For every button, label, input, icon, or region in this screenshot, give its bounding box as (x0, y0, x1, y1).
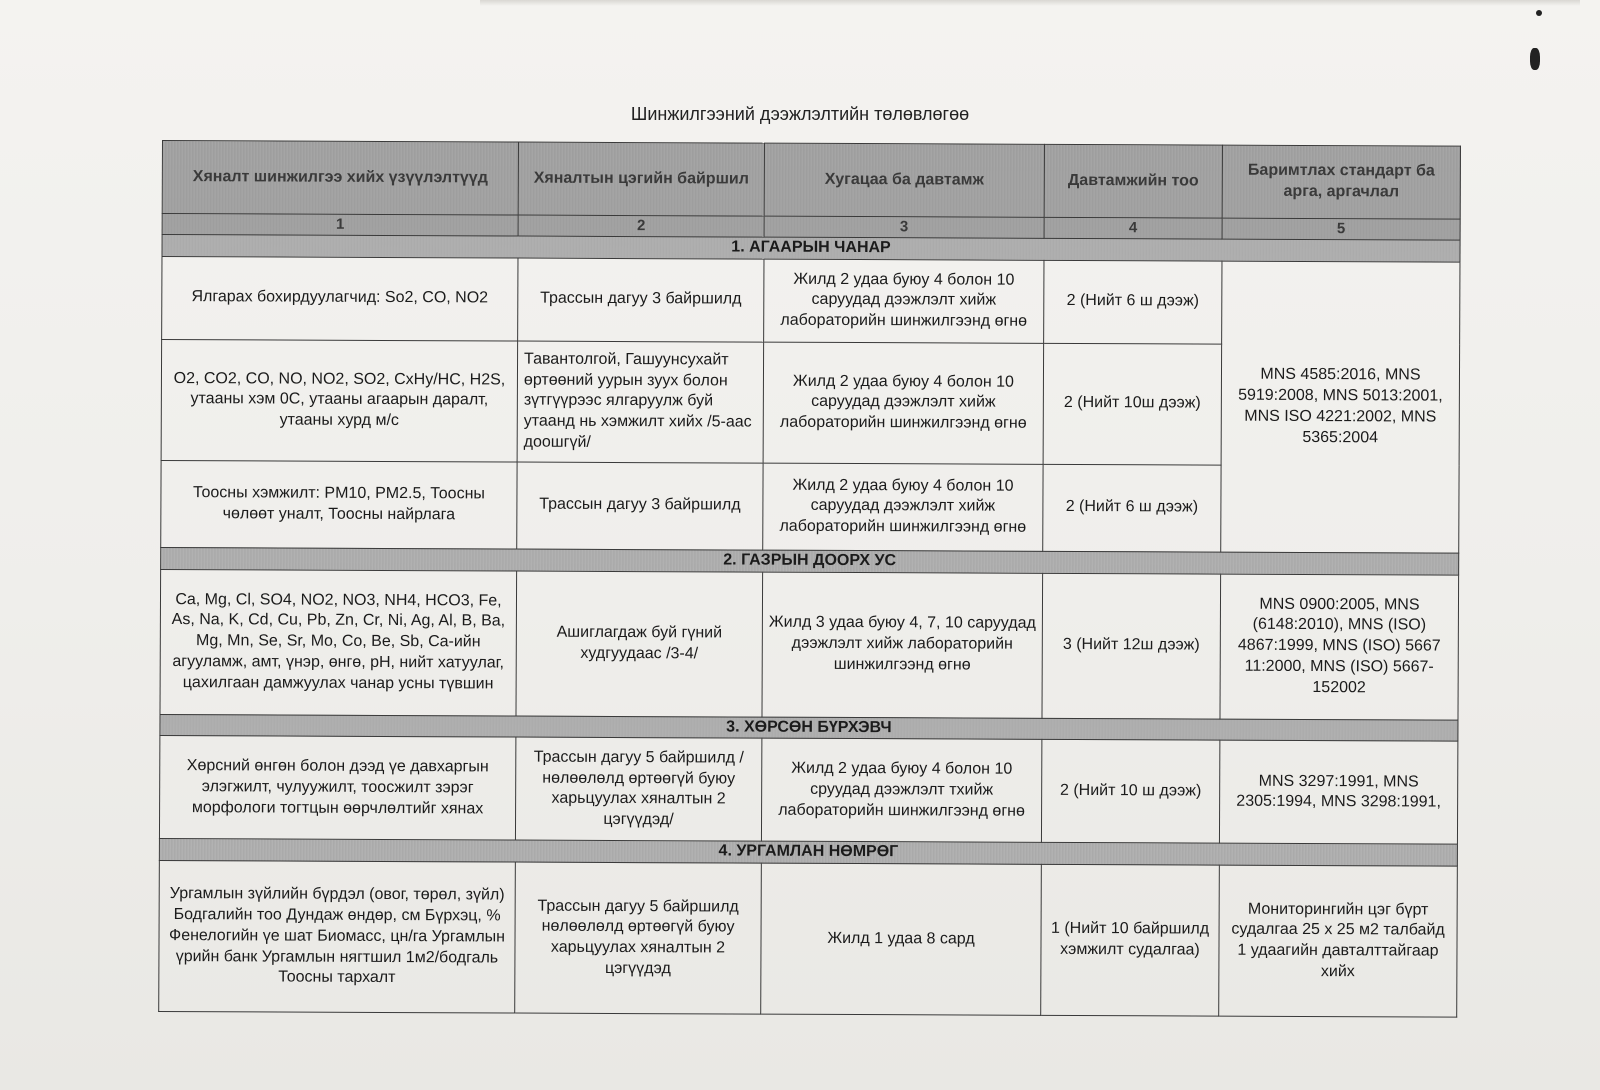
section-title: 4. УРГАМЛАН НӨМРӨГ (159, 839, 1457, 866)
count-cell: 2 (Нийт 10 ш дээж) (1041, 740, 1219, 844)
indicators-cell: Хөрсний өнгөн болон дээд үе давхаргын элэгжилт, чулуужилт, тоосжилт зэрэг морфологи тогтцын өөрчлөлтийг хянах (159, 736, 515, 841)
table-row (159, 861, 1458, 1018)
column-number: 3 (764, 216, 1044, 238)
indicators-cell: Ca, Mg, Cl, SO4, NO2, NO3, NH4, HCO3, Fe, As, Na, K, Cd, Cu, Pb, Zn, Cr, Ni, Ag, Al, B, Ba, Mg, Mn, Se, Sr, Mo, Co, Be, Sb, Ca-ийн агууламж, амт, үнэр, өнгө, pH, нийт хатуулаг, цахилгаан дамжуулах чанар усны түвшин (160, 569, 517, 716)
column-number: 4 (1044, 217, 1222, 239)
header-timing: Хугацаа ба давтамж (764, 143, 1044, 217)
count-cell: 3 (Нийт 12ш дээж) (1042, 573, 1221, 719)
sampling-plan-table (158, 140, 1461, 1018)
location-cell: Трассын дагуу 3 байршилд (518, 258, 764, 342)
column-number: 1 (162, 214, 518, 237)
count-cell: 1 (Нийт 10 байршилд хэмжилт судалгаа) (1041, 865, 1220, 1017)
standard-cell: MNS 0900:2005, MNS (6148:2010), MNS (ISO) 4867:1999, MNS (ISO) 5667 11:2000, MNS (ISO) 5667-152002 (1220, 574, 1459, 720)
timing-cell: Жилд 2 удаа буюу 4 болон 10 сруудад дээжлэлт тхийж лабораторийн шинжилгээнд өгнө (761, 739, 1041, 843)
header-location: Хяналтын цэгийн байршил (518, 142, 764, 216)
ink-speck (1536, 10, 1542, 16)
column-number: 5 (1222, 218, 1460, 240)
timing-cell: Жилд 2 удаа буюу 4 болон 10 саруудад дээжлэлт хийж лабораторийн шинжилгээнд өгнө (763, 463, 1043, 551)
sampling-plan-table-wrapper (158, 140, 1460, 1018)
count-cell: 2 (Нийт 10ш дээж) (1043, 343, 1222, 465)
timing-cell: Жилд 2 удаа буюу 4 болон 10 саруудад дээжлэлт хийж лабораторийн шинжилгээнд өгнө (763, 342, 1044, 464)
ink-speck (1530, 48, 1540, 70)
standard-cell: MNS 4585:2016, MNS 5919:2008, MNS 5013:2001, MNS ISO 4221:2002, MNS 5365:2004 (1221, 261, 1460, 553)
location-cell: Трассын дагуу 5 байршилд нөлөөлөлд өртөөгүй буюу харьцуулах хяналтын 2 цэгүүдэд (515, 862, 762, 1014)
table-row (160, 569, 1459, 720)
standard-cell: Мониторингийн цэг бүрт судалгаа 25 x 25 м2 талбайд 1 удаагийн давталттайгаар хийх (1219, 865, 1458, 1017)
count-cell: 2 (Нийт 6 ш дээж) (1043, 464, 1221, 552)
section-title: 2. ГАЗРЫН ДООРХ УС (161, 547, 1459, 574)
header-row (162, 141, 1460, 220)
indicators-cell: Ургамлын зүйлийн бүрдэл (овог, төрөл, зүйл) Бодгалийн тоо Дундаж өндөр, см Бүрхэц, % Фенелогийн үе шат Биомасс, цн/га Ургамлын үрийн банк Ургамлын нягтшил 1м2/бодгаль Тоосны тархалт (159, 861, 516, 1014)
section-title: 3. ХӨРСӨН БҮРХЭВЧ (160, 714, 1458, 741)
indicators-cell: O2, CO2, CO, NO, NO2, SO2, CxHy/HC, H2S, утааны хэм 0C, утааны агаарын даралт, утааны хурд м/с (161, 339, 518, 462)
location-cell: Тавантолгой, Гашуунсухайт өртөөний уурын зуух болон зүтгүүрээс ялгаруулж буй утаанд нь хэмжилт хийх /5-аас доошгүй/ (517, 341, 764, 463)
count-cell: 2 (Нийт 6 ш дээж) (1044, 260, 1222, 344)
location-cell: Трассын дагуу 3 байршилд (517, 462, 763, 550)
table-row (162, 256, 1460, 345)
table-row (159, 736, 1457, 845)
location-cell: Трассын дагуу 5 байршилд /нөлөөлөлд өртөөгүй буюу харьцуулах хяналтын 2 цэгүүдэд/ (515, 737, 761, 841)
indicators-cell: Ялгарах бохирдуулагчид: So2, CO, NO2 (162, 256, 518, 341)
standard-cell: MNS 3297:1991, MNS 2305:1994, MNS 3298:1991, (1219, 741, 1457, 845)
timing-cell: Жилд 1 удаа 8 сард (761, 863, 1042, 1015)
indicators-cell: Тоосны хэмжилт: PM10, PM2.5, Тоосны чөлөөт уналт, Тоосны найрлага (161, 460, 517, 549)
column-number: 2 (518, 215, 764, 237)
document-title: Шинжилгээний дээжлэлтийн төлөвлөгөө (630, 104, 970, 124)
page-edge-shadow (480, 0, 1580, 6)
header-count: Давтамжийн тоо (1044, 144, 1222, 218)
timing-cell: Жилд 2 удаа буюу 4 болон 10 саруудад дээжлэлт хийж лабораторийн шинжилгээнд өгнө (764, 259, 1044, 343)
location-cell: Ашиглагдаж буй гүний худгуудаас /3-4/ (516, 571, 763, 717)
section-title: 1. АГААРЫН ЧАНАР (162, 235, 1460, 262)
header-indicators: Хяналт шинжилгээ хийх үзүүлэлтүүд (162, 141, 518, 216)
timing-cell: Жилд 3 удаа буюу 4, 7, 10 саруудад дээжлэлт хийж лабораторийн шинжилгээнд өгнө (762, 572, 1043, 718)
header-standard: Баримтлах стандарт ба арга, аргачлал (1222, 145, 1460, 219)
